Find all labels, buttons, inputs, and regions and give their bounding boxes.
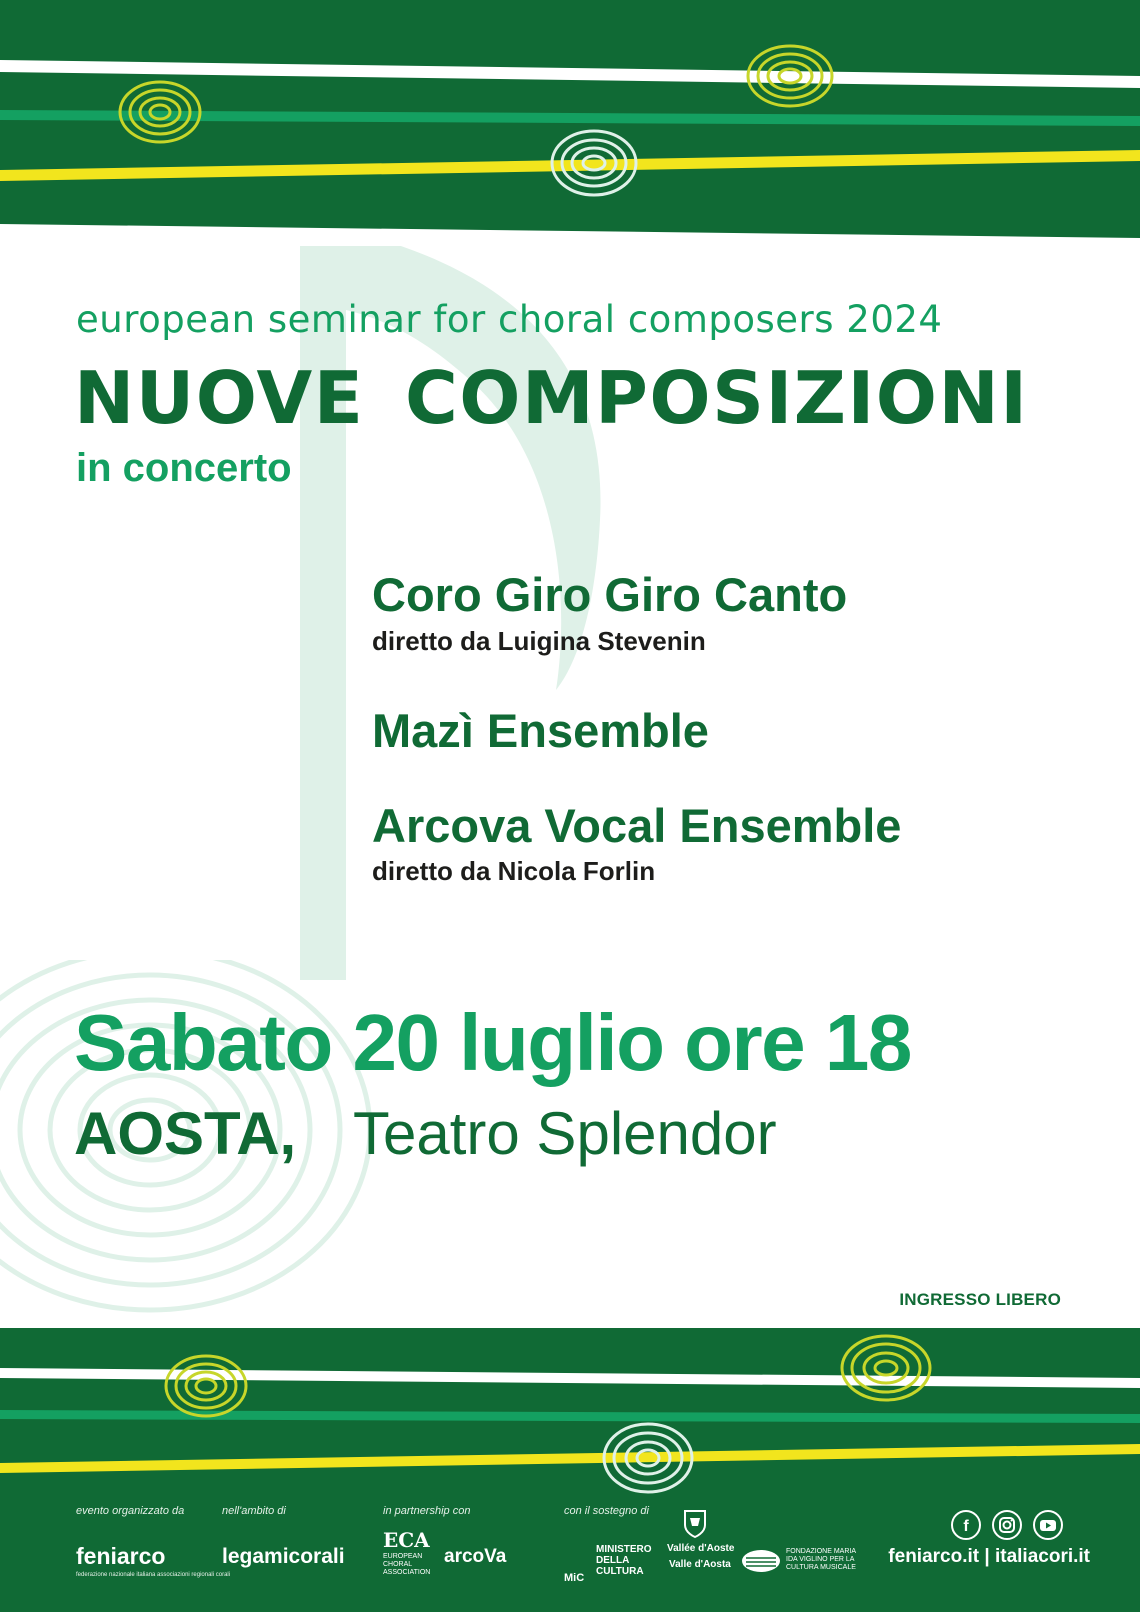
performer-name: Arcova Vocal Ensemble xyxy=(372,799,902,852)
event-venue: Teatro Splendor xyxy=(353,1100,777,1167)
youtube-icon[interactable] xyxy=(1033,1510,1063,1540)
valle-aosta-logo: Valle d'Aosta xyxy=(669,1559,731,1570)
framework-label: nell'ambito di xyxy=(222,1505,286,1517)
performer-director: diretto da Luigina Stevenin xyxy=(372,626,706,656)
foundation-logo-text: FONDAZIONE MARIA IDA VIGLINO PER LA CULTURA MUSICALE xyxy=(786,1548,856,1571)
feniarco-logo-caption: federazione nazionale italiana associazioni regionali corali xyxy=(76,1572,231,1578)
bottom-decorative-band xyxy=(0,1328,1140,1612)
region-crest-icon xyxy=(683,1509,707,1539)
ministero-cultura-logo: MINISTERO DELLA CULTURA xyxy=(596,1544,652,1577)
facebook-icon[interactable] xyxy=(951,1510,981,1540)
performer-name: Coro Giro Giro Canto xyxy=(372,568,848,621)
foundation-logo-mark xyxy=(740,1548,782,1574)
vallee-aoste-logo: Vallée d'Aoste xyxy=(667,1543,735,1554)
website-links[interactable]: feniarco.it | italiacori.it xyxy=(888,1546,1090,1567)
partnership-label: in partnership con xyxy=(383,1505,471,1517)
mic-logo-abbr: MiC xyxy=(564,1572,585,1584)
organized-by-label: evento organizzato da xyxy=(76,1505,185,1517)
event-subtitle: european seminar for choral composers 2024 xyxy=(76,298,943,341)
top-decorative-band xyxy=(0,0,1140,246)
performer-director: diretto da Nicola Forlin xyxy=(372,856,656,886)
legamicorali-logo: legamicorali xyxy=(222,1545,345,1568)
event-city: AOSTA, xyxy=(74,1100,297,1167)
arcova-logo: arcoVa xyxy=(444,1546,507,1567)
svg-text:f: f xyxy=(963,1518,969,1535)
admission-note: INGRESSO LIBERO xyxy=(899,1290,1061,1309)
feniarco-logo: feniarco xyxy=(76,1543,166,1569)
event-title: NUOVE COMPOSIZIONI xyxy=(74,356,1029,440)
event-tagline: in concerto xyxy=(76,446,292,490)
instagram-icon[interactable] xyxy=(992,1510,1022,1540)
support-label: con il sostegno di xyxy=(564,1505,649,1517)
performer-name: Mazì Ensemble xyxy=(372,704,709,757)
eca-logo-caption: EUROPEAN CHORAL ASSOCIATION xyxy=(383,1553,431,1576)
event-date-time: Sabato 20 luglio ore 18 xyxy=(74,998,911,1087)
bottom-fingerprints xyxy=(0,1328,1140,1612)
eca-logo: ECA xyxy=(383,1528,430,1552)
top-fingerprints xyxy=(0,0,1140,246)
